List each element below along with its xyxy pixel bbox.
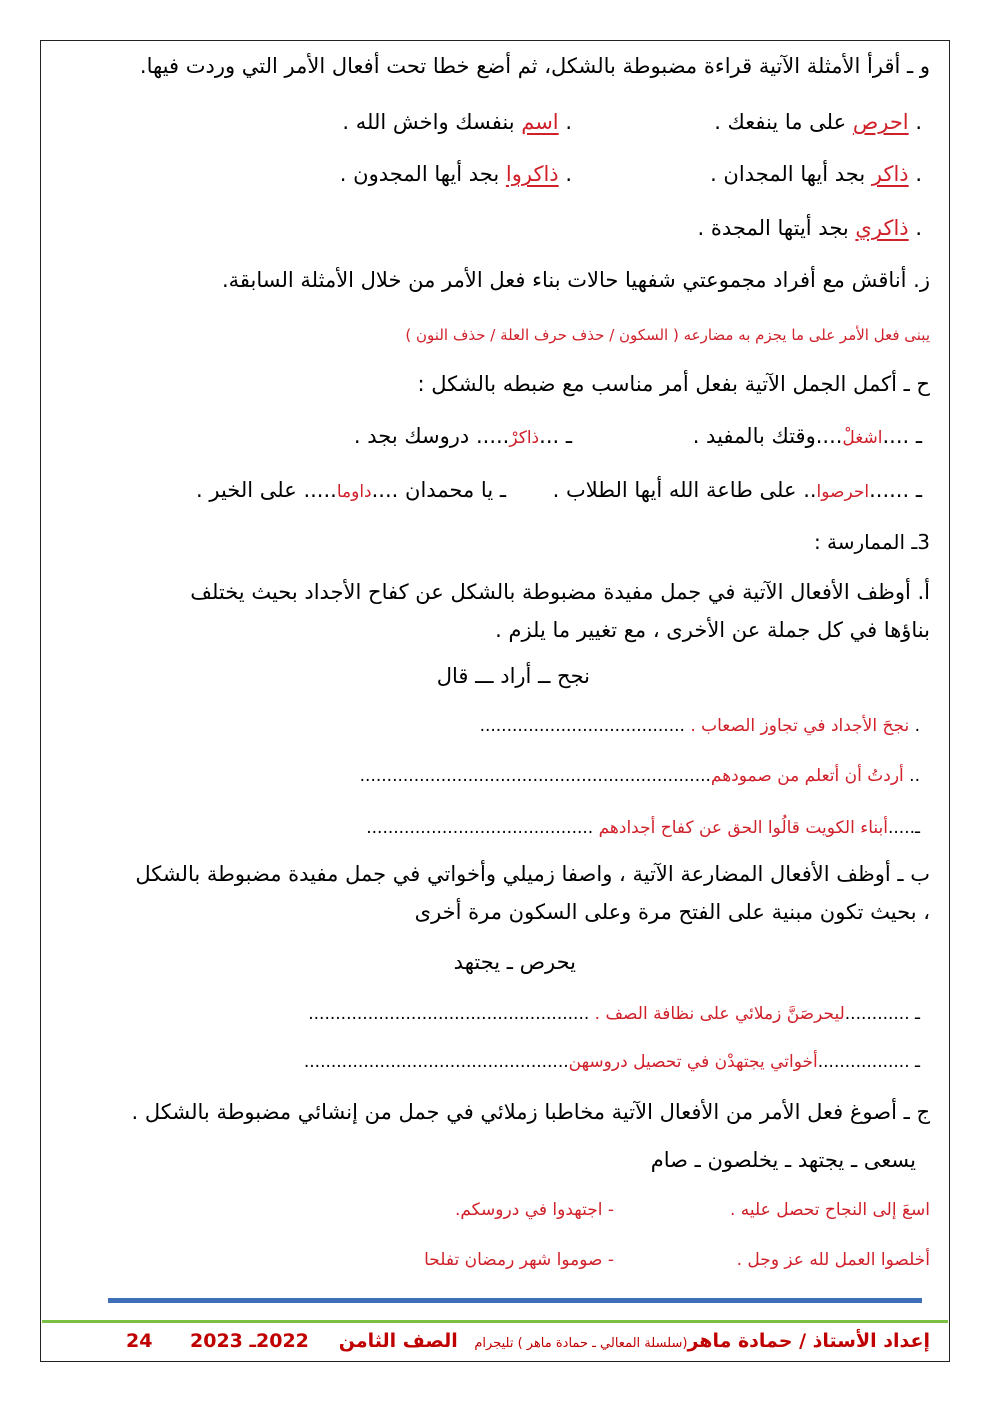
practice-c-title: ج ـ أصوغ فعل الأمر من الأفعال الآتية مخاطبا زملائي في جمل من إنشائي مضبوطة بالشكل . — [131, 1100, 930, 1124]
practice-a-title-line-2: بناؤها في كل جملة عن الأخرى ، مع تغيير ما يلزم . — [495, 618, 930, 642]
example-text: بجد أيها المجدون . — [339, 162, 500, 186]
answer-fill: اشغلْ — [842, 428, 883, 448]
practice-a-title-line-1: أ. أوظف الأفعال الآتية في جمل مفيدة مضبوطة بالشكل عن كفاح الأجداد بحيث يختلف — [190, 580, 930, 604]
answer-text: أخواتي يجتهدْن في تحصيل دروسهن — [568, 1052, 818, 1072]
practice-b-verbs: يحرص ـ يجتهد — [453, 950, 576, 974]
completion-sentence-2: ـ ...ذاكرْ..... دروسك بجد . — [353, 424, 572, 448]
practice-c-answer-1: اسعَ إلى النجاح تحصل عليه . — [729, 1200, 930, 1220]
example-text: بجد أيها المجدان . — [710, 162, 866, 186]
imperative-verb: اسم — [521, 110, 559, 134]
answer-fill: ذاكرْ — [509, 428, 540, 448]
practice-a-answer-1: . نجحَ الأجداد في تجاوز الصعاب . ...................................... — [479, 716, 920, 736]
practice-c-answer-3: أخلصوا العمل لله عز وجل . — [736, 1250, 930, 1270]
practice-c-verbs: يسعى ـ يجتهد ـ يخلصون ـ صام — [650, 1148, 916, 1172]
sentence-text: وقتك بالمفيد . — [692, 424, 816, 448]
footer-grade: الصف الثامن — [338, 1330, 458, 1352]
example-row-1-right: . احرص على ما ينفعك . — [714, 110, 922, 134]
example-text: على ما ينفعك . — [714, 110, 847, 134]
sentence-text: على الخير . — [196, 478, 297, 502]
example-text: بنفسك واخش الله . — [342, 110, 515, 134]
footer-divider-blue — [108, 1298, 922, 1303]
example-row-3: . ذاكري بجد أيتها المجدة . — [697, 216, 922, 240]
example-text: بجد أيتها المجدة . — [697, 216, 849, 240]
footer-year: 2022ـ 2023 — [190, 1330, 309, 1352]
practice-title: 3ـ الممارسة : — [813, 530, 930, 554]
section-z-answer: يبنى فعل الأمر على ما يجزم به مضارعه ( السكون / حذف حرف العلة / حذف النون ) — [405, 326, 930, 344]
answer-fill: داوما — [336, 482, 372, 502]
footer-credit — [339, 1330, 930, 1352]
practice-b-answer-1: ـ ............ليحرصَنَّ زملائي على نظافة الصف . .................................................... — [308, 1004, 920, 1024]
imperative-verb: ذاكروا — [505, 162, 559, 186]
section-z-title: ز. أناقش مع أفراد مجموعتي شفهيا حالات بناء فعل الأمر من خلال الأمثلة السابقة. — [221, 268, 930, 292]
completion-sentence-3: ـ ......احرصوا.. على طاعة الله أيها الطلاب . — [552, 478, 922, 502]
answer-text: أردتُ أن أتعلم من صمودهم — [710, 766, 904, 786]
practice-b-title-line-2: ، بحيث تكون مبنية على الفتح مرة وعلى السكون مرة أخرى — [414, 900, 930, 924]
practice-b-answer-2: ـ .................أخواتي يجتهدْن في تحصيل دروسهن................................................. — [303, 1052, 920, 1072]
section-h-title: ح ـ أكمل الجمل الآتية بفعل أمر مناسب مع ضبطه بالشكل : — [417, 372, 930, 396]
footer-divider-green — [42, 1320, 948, 1323]
footer-author: إعداد الأستاذ / حمادة ماهر — [687, 1330, 930, 1352]
footer-series: (سلسلة المعالي ـ حمادة ماهر ) تليجرام — [474, 1336, 688, 1351]
sentence-text: ـ يا محمدان — [405, 478, 506, 502]
answer-text: أبناء الكويت قالُوا الحق عن كفاح أجدادهم — [598, 818, 888, 838]
example-row-2-right: . ذاكر بجد أيها المجدان . — [710, 162, 922, 186]
imperative-verb: ذاكري — [855, 216, 909, 240]
practice-a-verbs: نجح ــ أراد ـــ قال — [436, 664, 590, 688]
practice-c-answer-2: - اجتهدوا في دروسكم. — [454, 1200, 614, 1220]
answer-text: نجحَ الأجداد في تجاوز الصعاب . — [690, 716, 910, 736]
answer-fill: احرصوا — [816, 482, 870, 502]
example-row-1-left: . اسم بنفسك واخش الله . — [342, 110, 572, 134]
section-w-title: و ـ أقرأ الأمثلة الآتية قراءة مضبوطة بالشكل، ثم أضع خطا تحت أفعال الأمر التي وردت فيها. — [139, 54, 930, 78]
practice-c-answer-4: - صوموا شهر رمضان تفلحا — [424, 1250, 614, 1270]
imperative-verb: احرص — [852, 110, 909, 134]
sentence-text: دروسك بجد . — [353, 424, 470, 448]
completion-sentence-1: ـ ....اشغلْ....وقتك بالمفيد . — [692, 424, 922, 448]
example-row-2-left: . ذاكروا بجد أيها المجدون . — [339, 162, 572, 186]
imperative-verb: ذاكر — [871, 162, 909, 186]
completion-sentence-4: ـ يا محمدان ....داوما..... على الخير . — [196, 478, 506, 502]
answer-text: ليحرصَنَّ زملائي على نظافة الصف . — [594, 1004, 845, 1024]
practice-a-answer-2: .. أردتُ أن أتعلم من صمودهم................................................................. — [359, 766, 920, 786]
practice-b-title-line-1: ب ـ أوظف الأفعال المضارعة الآتية ، واصفا زميلي وأخواتي في جمل مفيدة مضبوطة بالشكل — [135, 862, 930, 886]
sentence-text: على طاعة الله أيها الطلاب . — [552, 478, 797, 502]
footer-page-number: 24 — [126, 1330, 153, 1352]
practice-a-answer-3: ـ.....أبناء الكويت قالُوا الحق عن كفاح أجدادهم .......................................... — [366, 818, 920, 838]
